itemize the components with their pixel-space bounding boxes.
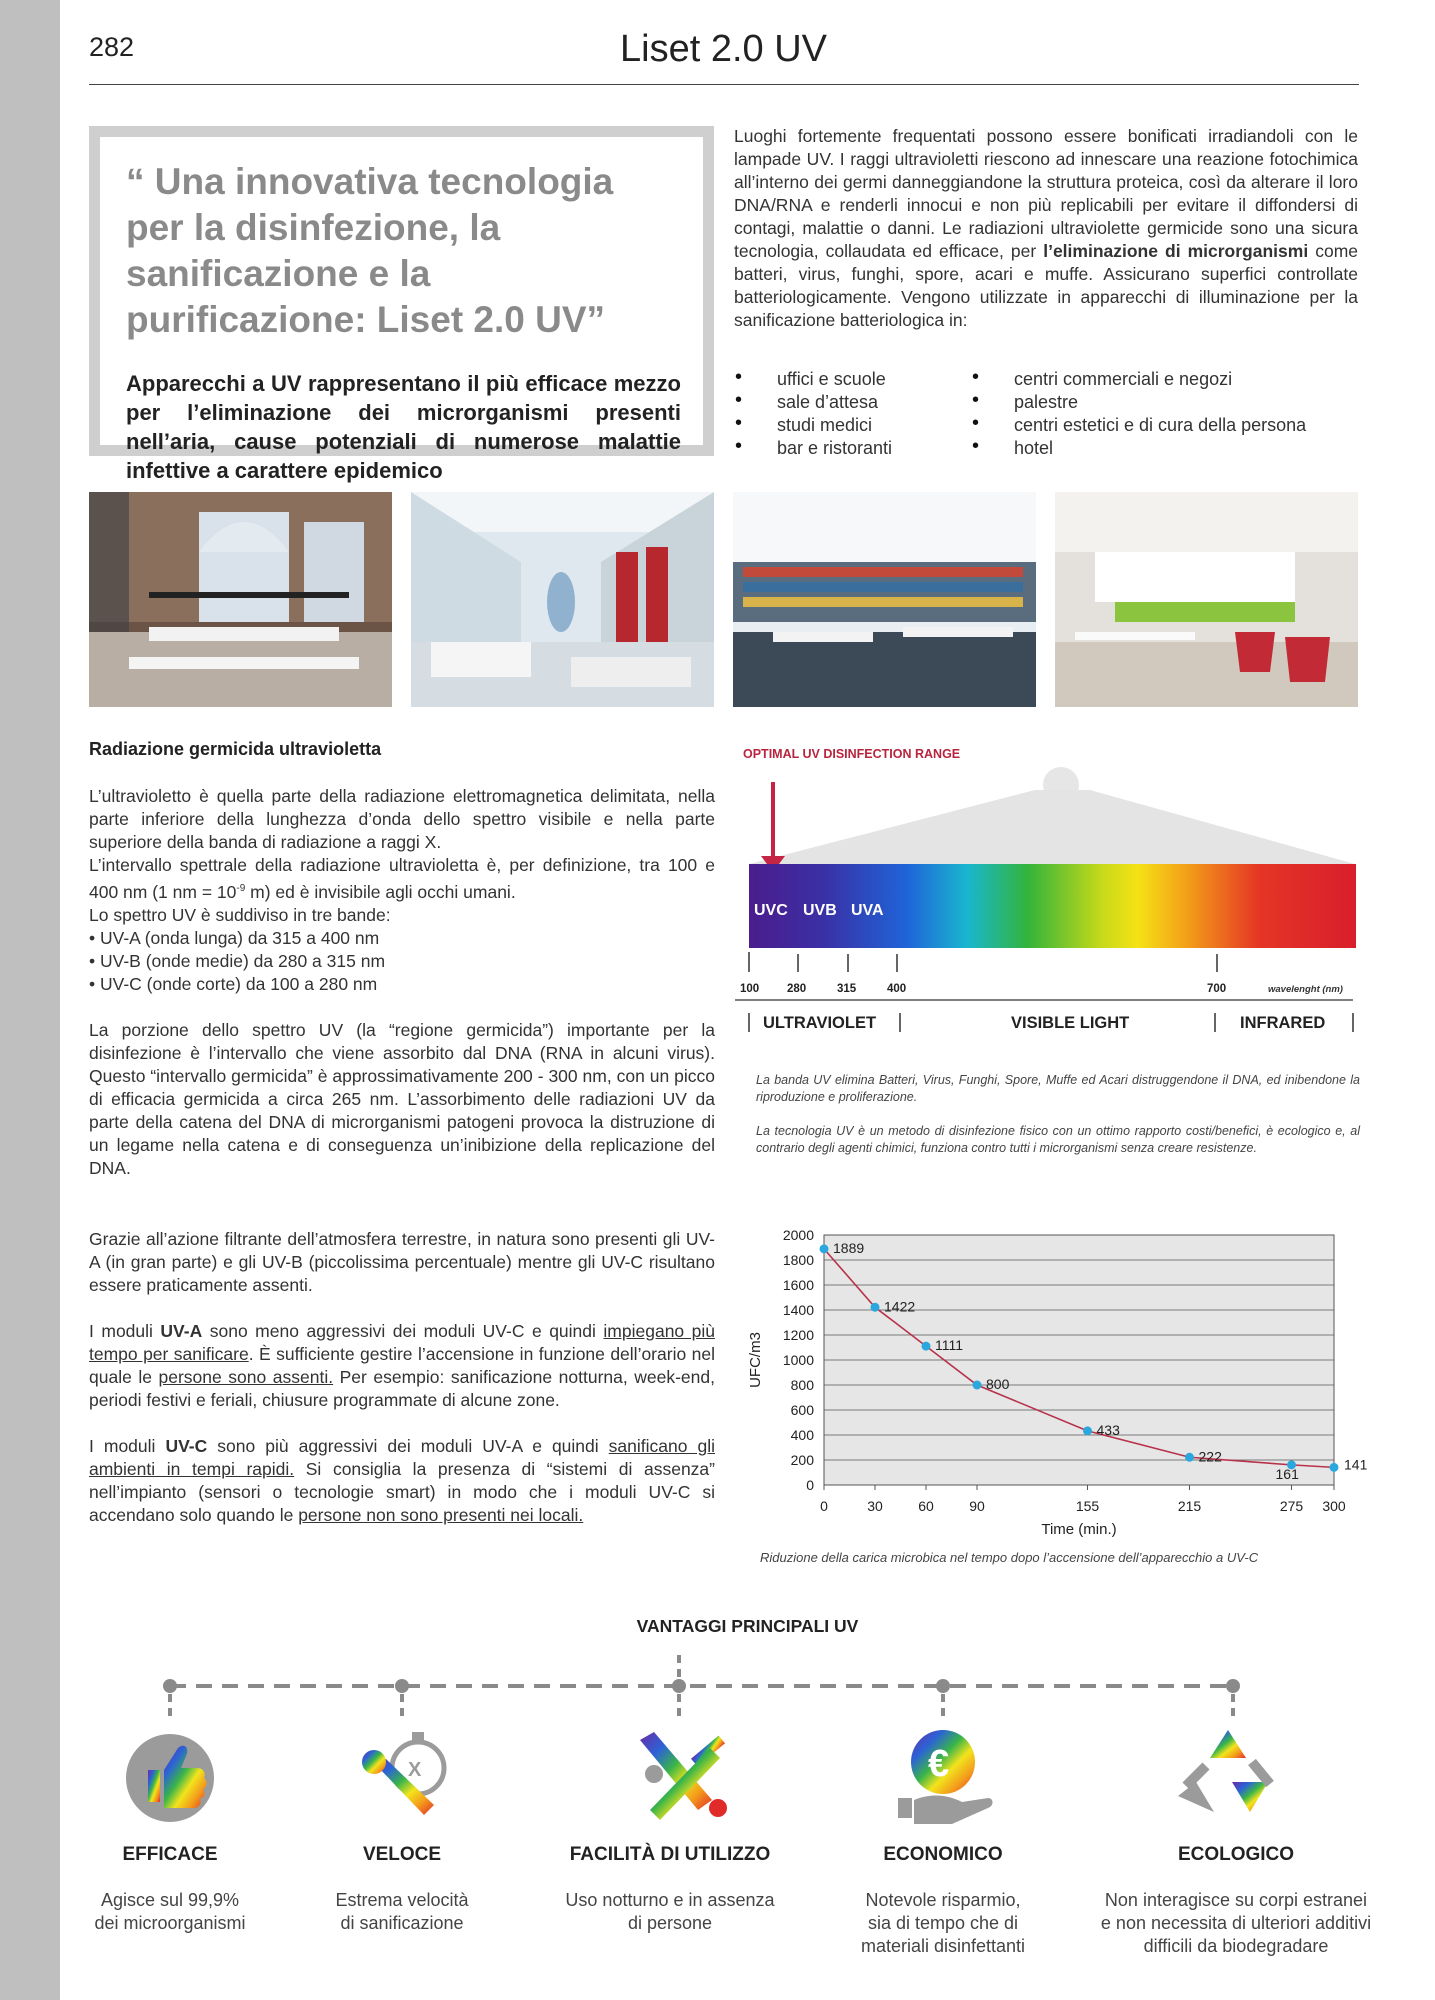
text-underline: impiegano più tempo per sanificare bbox=[89, 1321, 716, 1364]
text-underline: sanificano gli ambienti in tempi rapidi. bbox=[89, 1436, 715, 1479]
microbial-load-chart bbox=[740, 1222, 1380, 1542]
band-uvb: UVB bbox=[803, 902, 837, 919]
data-point bbox=[871, 1303, 880, 1312]
uv-band-item: • UV-C (onde corte) da 100 a 280 nm bbox=[89, 973, 378, 994]
uv-paragraph-2 bbox=[89, 854, 715, 904]
x-axis-label: Time (min.) bbox=[1041, 1521, 1117, 1538]
desc-line: sia di tempo che di bbox=[867, 1913, 1019, 1933]
x-tick-label: 215 bbox=[1177, 1498, 1202, 1514]
data-point bbox=[973, 1381, 982, 1390]
spectrum-caption-2: La tecnologia UV è un metodo di disinfezione fisico con un ottimo rapporto costi/benefici, è ecologico e, al contrario degli agenti chimici, funziona contro tutti i microrganismi senza creare resistenze. bbox=[756, 1124, 1360, 1155]
thumbs-up-icon bbox=[126, 1734, 214, 1822]
data-label: 1422 bbox=[884, 1298, 916, 1315]
modules-paragraph-3 bbox=[89, 1435, 715, 1527]
data-label: 1889 bbox=[833, 1239, 865, 1256]
intro-paragraph bbox=[734, 125, 1358, 332]
x-tick-label: 0 bbox=[820, 1498, 828, 1514]
region-visible: VISIBLE LIGHT bbox=[1011, 1014, 1130, 1032]
page-number: 282 bbox=[89, 32, 135, 62]
y-tick-label: 600 bbox=[790, 1402, 814, 1418]
desc-line: materiali disinfettanti bbox=[860, 1936, 1026, 1956]
x-tick-label: 300 bbox=[1322, 1498, 1346, 1514]
header-divider bbox=[89, 84, 1359, 85]
region-ultraviolet: ULTRAVIOLET bbox=[763, 1014, 877, 1032]
y-tick-label: 0 bbox=[806, 1477, 814, 1493]
text-bold: UV-C bbox=[165, 1436, 208, 1456]
light-cone bbox=[749, 790, 1355, 864]
x-tick-label: 60 bbox=[918, 1498, 934, 1514]
tick-315: 315 bbox=[837, 983, 857, 995]
desc-line: Notevole risparmio, bbox=[865, 1890, 1021, 1910]
timeline-dot bbox=[936, 1679, 950, 1693]
advantage-desc-ecologico bbox=[1076, 1889, 1396, 1958]
svg-text:X: X bbox=[408, 1759, 422, 1781]
intro-text-1: Luoghi fortemente frequentati possono essere bonificati irradiandoli con le lampade UV. I raggi ultravioletti riescono ad innescare una reazione fotochimica all’interno dei germi danneggiandone la struttura proteica, così da alterare il loro DNA/RNA e renderli innocui e non più replicabili per evitare il diffondersi di contagi, malattie o danni. Le radiazioni ultraviolette germicide sono una sicura tecnologia, collaudata ed efficace, per bbox=[734, 126, 1358, 261]
text-bold: UV-A bbox=[160, 1321, 203, 1341]
text-span: . È sufficiente gestire l’accensione in funzione dell’orario nel quale le bbox=[89, 1344, 715, 1387]
text-underline: persone non sono presenti nei locali. bbox=[298, 1505, 584, 1525]
timeline-dot bbox=[1226, 1679, 1240, 1693]
desc-line: e non necessita di ulteriori additivi bbox=[1100, 1913, 1372, 1933]
list-item: • sale d’attesa bbox=[735, 391, 892, 414]
intro-text-bold: l’eliminazione di microrganismi bbox=[1043, 241, 1309, 261]
list-item: • centri estetici e di cura della persona bbox=[972, 414, 1306, 437]
wavelength-unit: wavelenght (nm) bbox=[1268, 984, 1343, 995]
text-span: I moduli bbox=[89, 1436, 166, 1456]
timeline-dot bbox=[163, 1679, 177, 1693]
tools-icon bbox=[640, 1732, 727, 1820]
advantage-label-efficace: EFFICACE bbox=[122, 1844, 218, 1865]
cafe-photo bbox=[1055, 492, 1358, 707]
desc-line: difficili da biodegradare bbox=[1143, 1936, 1329, 1956]
desc-line: di sanificazione bbox=[340, 1913, 464, 1933]
y-tick-label: 1000 bbox=[782, 1352, 814, 1368]
uv-paragraph-4: La porzione dello spettro UV (la “regione germicida”) importante per la disinfezione è l’intervallo che viene assorbito dal DNA (RNA in alcuni virus). Questo “intervallo germicida” è approssimativamente 200 - 300 nm, con un picco di efficacia germicida a circa 265 nm. L’assorbimento delle radiazioni UV da parte della catena del DNA di microrganismi patogeni provoca la distruzione di un legame nella catena e di conseguenza un’inibizione della replicazione del DNA. bbox=[89, 1019, 715, 1178]
euro-hand-icon bbox=[898, 1730, 993, 1824]
modules-paragraph-2 bbox=[89, 1320, 715, 1412]
timeline-dot bbox=[672, 1679, 686, 1693]
y-tick-label: 1200 bbox=[782, 1327, 814, 1343]
data-label: 161 bbox=[1275, 1465, 1299, 1482]
y-axis-label: UFC/m3 bbox=[747, 1332, 764, 1388]
page-title: Liset 2.0 UV bbox=[620, 28, 827, 70]
tick-100: 100 bbox=[740, 983, 760, 995]
office-photo bbox=[89, 492, 392, 707]
text-span: sono più aggressivi dei moduli UV-A e quindi bbox=[207, 1436, 609, 1456]
library-photo bbox=[733, 492, 1036, 707]
quote-box bbox=[89, 126, 714, 483]
modules-paragraph-1: Grazie all’azione filtrante dell’atmosfera terrestre, in natura sono presenti gli UV-A (in gran parte) e gli UV-B (piccolissima percentuale) mentre gli UV-C risultano essere praticamente assenti. bbox=[89, 1229, 715, 1295]
x-tick-label: 30 bbox=[867, 1498, 883, 1514]
quote-headline: “ Una innovativa tecnologia per la disinfezione, la sanificazione e la purificazione: Liset 2.0 UV” bbox=[126, 161, 614, 340]
uv-paragraph-3: Lo spettro UV è suddiviso in tre bande: bbox=[89, 904, 391, 925]
data-label: 1111 bbox=[935, 1337, 964, 1354]
y-tick-label: 400 bbox=[790, 1427, 814, 1443]
advantage-desc-facilita bbox=[510, 1889, 830, 1935]
list-item: • centri commerciali e negozi bbox=[972, 368, 1306, 391]
spectrum-bar bbox=[749, 864, 1356, 948]
data-point bbox=[922, 1342, 931, 1351]
tick-700: 700 bbox=[1207, 983, 1227, 995]
intro-text-2: come batteri, virus, funghi, spore, acari e muffe. Assicurano superfici controllate batteriologicamente. Vengono utilizzate in apparecchi di illuminazione per la sanificazione batteriologica in: bbox=[734, 241, 1359, 330]
tick-400: 400 bbox=[887, 983, 907, 995]
band-uva: UVA bbox=[851, 902, 884, 919]
y-tick-label: 2000 bbox=[782, 1227, 814, 1243]
places-list-left bbox=[735, 368, 892, 460]
data-point bbox=[1185, 1453, 1194, 1462]
x-tick-label: 90 bbox=[969, 1498, 985, 1514]
uv-spectrum-diagram bbox=[735, 740, 1365, 1040]
uv-paragraph-1: L’ultravioletto è quella parte della radiazione elettromagnetica delimitata, nella parte inferiore della lunghezza d’onda dello spettro visibile e nella parte superiore della banda di radiazione a raggi X. bbox=[89, 786, 715, 852]
y-tick-label: 200 bbox=[790, 1452, 814, 1468]
data-label: 222 bbox=[1198, 1448, 1222, 1465]
advantages-title: VANTAGGI PRINCIPALI UV bbox=[636, 1616, 859, 1636]
y-tick-label: 1800 bbox=[782, 1252, 814, 1268]
advantage-label-veloce: VELOCE bbox=[362, 1844, 442, 1865]
list-item: • hotel bbox=[972, 437, 1306, 460]
tick-280: 280 bbox=[787, 983, 807, 995]
desc-line: dei microorganismi bbox=[94, 1913, 246, 1933]
uv-text bbox=[89, 785, 715, 1180]
text-span: sono meno aggressivi dei moduli UV-C e quindi bbox=[202, 1321, 604, 1341]
data-point bbox=[820, 1244, 829, 1253]
list-item: • uffici e scuole bbox=[735, 368, 892, 391]
band-uvc: UVC bbox=[754, 902, 788, 919]
section-title: Radiazione germicida ultravioletta bbox=[89, 739, 382, 759]
data-label: 800 bbox=[986, 1376, 1010, 1392]
data-point bbox=[1083, 1426, 1092, 1435]
uv-text-span: L’intervallo spettrale della radiazione ultravioletta è, per definizione, tra 100 e 400 nm (1 nm = 10 bbox=[89, 855, 715, 902]
data-label: 433 bbox=[1096, 1421, 1120, 1438]
advantage-label-ecologico: ECOLOGICO bbox=[1177, 1844, 1295, 1865]
desc-line: Estrema velocità bbox=[335, 1890, 469, 1910]
spectrum-caption-1: La banda UV elimina Batteri, Virus, Funghi, Spore, Muffe ed Acari distruggendone il DNA, ed inibendone la riproduzione e proliferazione. bbox=[756, 1073, 1360, 1104]
text-span: Si consiglia la presenza di “sistemi di assenza” nell’impianto (sensori o tecnologie smart) in modo che i moduli UV-C si accendano solo quando le bbox=[89, 1459, 715, 1525]
advantage-label-facilita: FACILITÀ DI UTILIZZO bbox=[569, 1844, 771, 1865]
advantage-desc-economico bbox=[783, 1889, 1103, 1958]
desc-line: di persone bbox=[627, 1913, 713, 1933]
list-item: • palestre bbox=[972, 391, 1306, 414]
data-point bbox=[1330, 1463, 1339, 1472]
places-list-right bbox=[972, 368, 1306, 460]
uv-band-item: • UV-A (onda lunga) da 315 a 400 nm bbox=[89, 927, 380, 948]
x-tick-label: 155 bbox=[1075, 1498, 1100, 1514]
spectrum-title: OPTIMAL UV DISINFECTION RANGE bbox=[743, 747, 961, 761]
recycle-icon bbox=[1178, 1730, 1270, 1812]
region-infrared: INFRARED bbox=[1240, 1014, 1326, 1032]
chart-caption: Riduzione della carica microbica nel tempo dopo l’accensione dell’apparecchio a UV-C bbox=[760, 1550, 1259, 1565]
quote-subtitle: Apparecchi a UV rappresentano il più efficace mezzo per l’eliminazione dei microrganismi presenti nell’aria, cause potenziali di numerose malattie infettive a carattere epidemico bbox=[126, 371, 681, 483]
desc-line: Agisce sul 99,9% bbox=[100, 1890, 240, 1910]
exponent: -9 bbox=[236, 883, 246, 894]
desc-line: Non interagisce su corpi estranei bbox=[1104, 1890, 1368, 1910]
text-span: I moduli bbox=[89, 1321, 161, 1341]
svg-text:€: € bbox=[928, 1743, 950, 1785]
stopwatch-wrench-icon bbox=[362, 1732, 444, 1815]
y-tick-label: 1600 bbox=[782, 1277, 814, 1293]
data-label: 141 bbox=[1344, 1456, 1368, 1473]
advantage-label-economico: ECONOMICO bbox=[883, 1844, 1003, 1865]
text-span: Per esempio: sanificazione notturna, week-end, periodi festivi e feriali, chiusure programmate di alcune zone. bbox=[89, 1367, 715, 1410]
hospital-photo bbox=[411, 492, 714, 707]
text-underline: persone sono assenti. bbox=[158, 1367, 334, 1387]
uv-band-item: • UV-B (onde medie) da 280 a 315 nm bbox=[89, 950, 386, 971]
list-item: • studi medici bbox=[735, 414, 892, 437]
desc-line: Uso notturno e in assenza bbox=[565, 1890, 775, 1910]
y-tick-label: 1400 bbox=[782, 1302, 814, 1318]
modules-text bbox=[89, 1228, 715, 1550]
y-tick-label: 800 bbox=[790, 1377, 814, 1393]
uv-text-span: m) ed è invisibile agli occhi umani. bbox=[245, 881, 516, 902]
timeline-dot bbox=[395, 1679, 409, 1693]
x-tick-label: 275 bbox=[1279, 1498, 1304, 1514]
list-item: • bar e ristoranti bbox=[735, 437, 892, 460]
